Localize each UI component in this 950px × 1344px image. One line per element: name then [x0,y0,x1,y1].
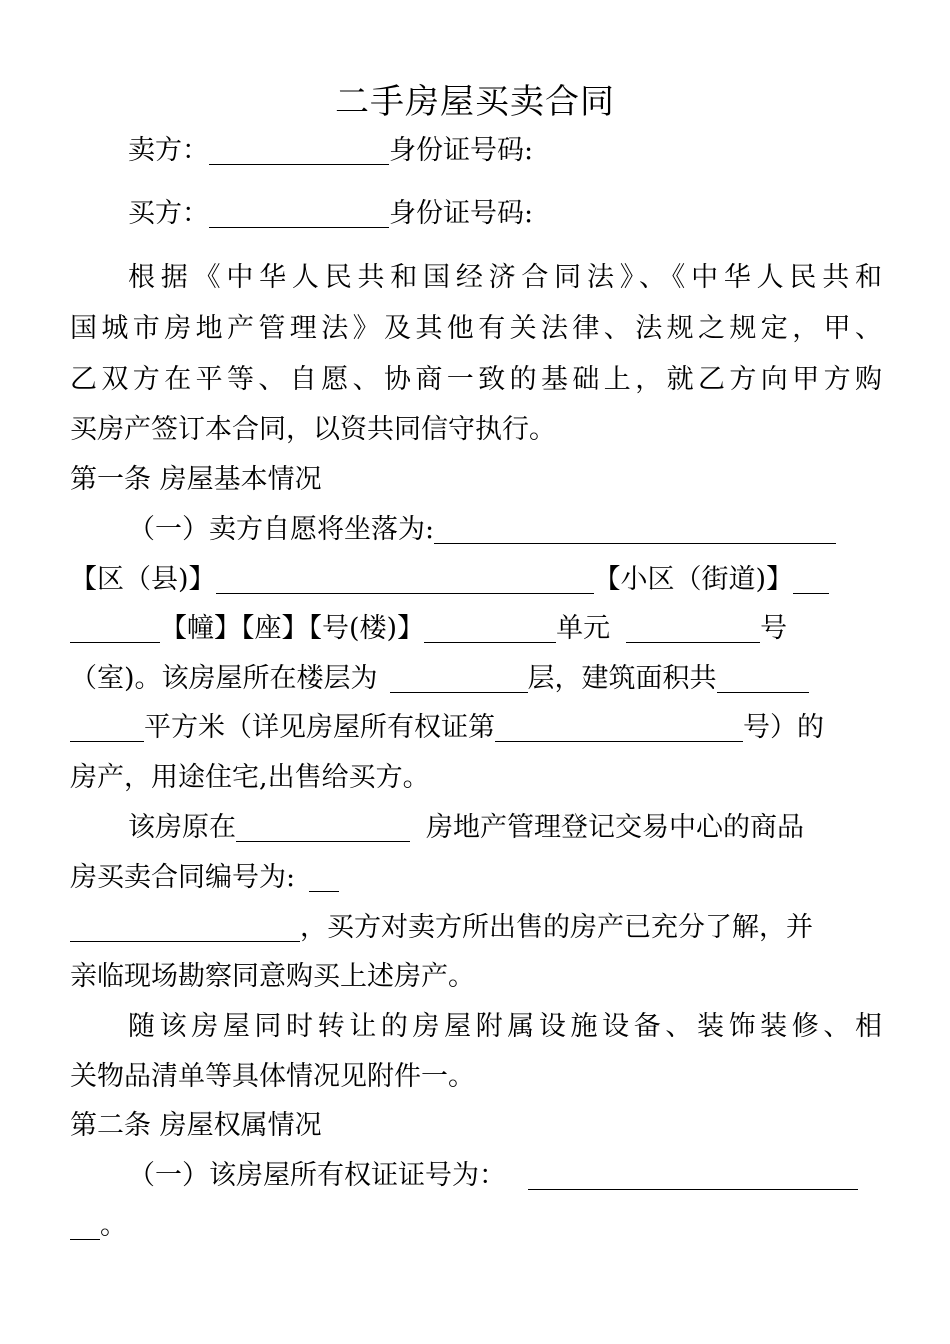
seller-line [128,131,882,171]
unit-label: 单元 [556,613,611,644]
certificate-label: 平方米（详见房屋所有权证第 [144,712,495,743]
seller-label: 卖方： [128,135,209,166]
registry-text: 房地产管理登记交易中心的商品 [426,812,804,843]
area-label: 层，建筑面积共 [527,663,717,694]
article1-p1-line2 [70,560,882,600]
article1-p3-line2: 关物品清单等具体情况见附件一。 [70,1061,475,1092]
intro-line-4: 买房产签订本合同，以资共同信守执行。 [70,414,556,445]
article2-heading: 第二条 房屋权属情况 [70,1110,322,1141]
registry-blank [236,812,410,842]
number-label: 号 [760,613,788,644]
seller-name-blank [209,135,389,165]
contract-no-blank-1 [309,862,339,892]
registry-label: 该房原在 [128,812,236,843]
article1-p1-line5 [70,708,882,748]
ownership-cert-end: 。 [100,1210,127,1241]
contract-no-label: 房买卖合同编号为: [70,862,296,893]
buyer-line [128,194,882,234]
article2-p1-line2 [70,1206,882,1246]
ownership-cert-blank-2 [70,1210,100,1240]
article1-p2-line3 [70,908,882,948]
article1-p2-line1 [128,808,882,848]
building-label: 【幢】【座】【号(楼)】 [160,613,425,644]
community-label: 【小区（街道)】 [593,564,794,595]
buyer-label: 买方： [128,198,209,229]
article1-p2-line2 [70,858,882,898]
number-blank [626,613,760,643]
article1-p2-line4: 亲临现场勘察同意购买上述房产。 [70,961,475,992]
intro-line-1: 根据《中华人民共和国经济合同法》、《中华人民共和 [128,262,882,293]
building-blank [70,613,160,643]
article1-p1-line4 [70,659,882,699]
district-blank [216,564,594,594]
location-label: （一）卖方自愿将坐落为: [128,514,435,545]
article1-p3-line1: 随该房屋同时转让的房屋附属设施设备、装饰装修、相 [128,1011,882,1042]
community-blank [793,564,829,594]
seller-id-label: 身份证号码: [389,135,534,166]
intro-line-3: 乙双方在平等、自愿、协商一致的基础上，就乙方向甲方购 [70,364,882,395]
buyer-name-blank [209,198,389,228]
contract-no-blank-2 [70,912,300,942]
ownership-cert-blank-1 [528,1160,858,1190]
article2-p1-line1 [128,1156,882,1196]
certificate-blank [495,712,743,742]
intro-line-2: 国城市房地产管理法》及其他有关法律、法规之规定，甲、 [70,313,882,344]
district-label: 【区（县)】 [70,564,216,595]
buyer-id-label: 身份证号码: [389,198,534,229]
article1-p1-line6: 房产，用途住宅,出售给买方。 [70,762,430,793]
article1-p1-line1 [128,510,882,550]
certificate-suffix: 号）的 [743,712,824,743]
floor-blank [390,663,528,693]
area-blank-1 [717,663,809,693]
location-blank [434,514,836,544]
ownership-cert-label: （一）该房屋所有权证证号为： [128,1160,506,1191]
article1-heading: 第一条 房屋基本情况 [70,464,322,495]
floor-label: （室)。该房屋所在楼层为 [70,663,378,694]
area-blank-2 [70,712,144,742]
buyer-understanding-text: ，买方对卖方所出售的房产已充分了解，并 [300,912,813,943]
unit-blank [424,613,556,643]
document-title: 二手房屋买卖合同 [335,82,615,122]
article1-p1-line3 [70,609,882,649]
